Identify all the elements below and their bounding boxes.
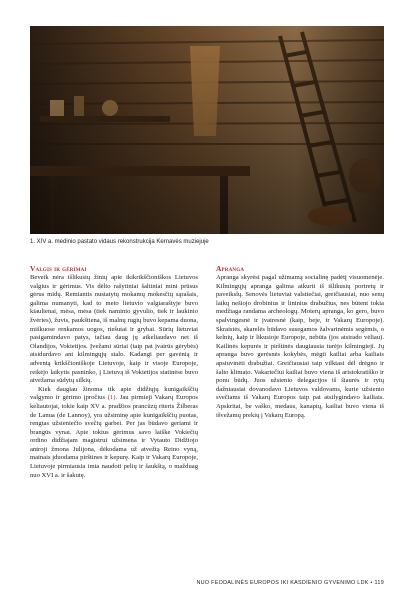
interior-photo [30,26,384,234]
section-heading-clothing: Apranga [216,264,245,273]
section-heading-food: Valgis ir gėrimai [30,264,87,273]
text-column-right [216,264,384,420]
paragraph: Beveik nėra išlikusių žinių apie ikikrikščioniškos Lietuvos valgius ir gėrimus. Vis dėlto rašytiniai šaltiniai mini prūsus gėrus midų. Remiantis nustatytų mokamų mokesčių sąrašais, galima numanyti, kad to meto lietuvio valgiaraštyje buvo kiaulienai, mėsa, mėsa (tiek naminio gyvulio, tiek ir laukinio žvėries), žuvis, paukštiena, iš malnų rugių buvo kepama duona, miškuose renkamos uogos, riešutai ir grybai. Sūrių lietuviai pasigamindavo patys, tačiau daug jų atkeliaudavo net iš Olandijos, Vokietijos. Įvežami sūriai (taip pat įvairūs gėrybės) atsidurdavo ant kilmingųjų stalo. Kadangi per gavėnią ir adventą krikščioniškoje Lietuvoje, kaip ir visoje Europoje, reikėjo laikytis pasninko, į Lietuvą iš Vokietijos statinėse buvo atvežama sūdytų silkių. [30,274,198,385]
paragraph [30,386,198,481]
page-footer [30,580,384,586]
paragraph-text: . Jau pirmieji Vakarų Europos keliautojai, tokie kaip XV a. pradžios prancūzų riteris Žilberas de Lanua (de Lannoy), yra užsiminę apie kunigaikščių puotas, rengtas užsieniečio svečių garbei. Per jas būdavo geriami ir brangūs vynai. Apie tokius gėrimus savo laiške Vokiečių ordino didžiajam magistrui užsimena ir Vytauto Didžiojo antroji žmona Julijona, dėkodama už atvežtą Reino vyną, mainais įduodama pirštines ir kepurę. Kaip ir Vakarų Europoje, Lietuvoje pirmiausia imta naudoti pelių ir šaukštą, o mažduag nuo XVI a. ir šakutę. [30,394,198,479]
paragraph: Apranga skyrėsi pagal užimamą socialinę padėtį visuomenėje. Kilmingųjų apranga galima atkurti iš išlikusių portretų ir paveikslų. Senovės lietuviai valstiečiai, greičiausiai, nuo senų laikų nešiojo drobinius ir lininius drabužius, nes būtent tokia medžiaga randama archeologų. Moterų apranga, ko gero, buvo spalvingesnė ir įvairesnė (kaip, beje, ir Vakarų Europoje). Skraistės, skarelės būdavo susegamos žalvarinėmis segėmis, o kelnių, kaip ir likusioje Europoje, nebūta (jos atsirado vėliau). Kailinės kepurės ir pirštinės daugiausia turėjo kilmingieji. Jų apranga buvo gerėsnės kokybės, mėgti kailiai arba kailiais apsiuvinėti drabužiai. Greičiausiai taip vilktasi dėl drėgno ir šalto klimato. Vakariečiui kailiai buvo viena iš aristokratiško ir ponu būdų. Juos užsienio delegacijos iš šiaurės ir rytų dažniausiai dovanodavo Lietuvos valdovams, kurie užsienio svečiams iš Vakarų Europos taip pat atsilygindavo kailiais. Apskritai, be vaško, medaus, kanapių, kailiai buvo viena iš išvežamų prekių į Vakarų Europą. [216,274,384,419]
photo-caption: 1. XIV a. medinio pastato vidaus rekonstrukcija Kernavės muziejuje [30,239,209,245]
running-title: NUO FEODALINĖS EUROPOS IKI KASDIENIO GYVENIMO LDK • [196,580,373,586]
page-number: 119 [374,580,384,586]
figure-reference: (1) [107,394,116,402]
text-column-left [30,264,198,480]
paragraph-text: Kiek daugiau žinoma tik apie didžiųjų kunigaikščių valgymo ir gėrimo įpročius [30,385,198,402]
wooden-interior-illustration [30,26,384,234]
